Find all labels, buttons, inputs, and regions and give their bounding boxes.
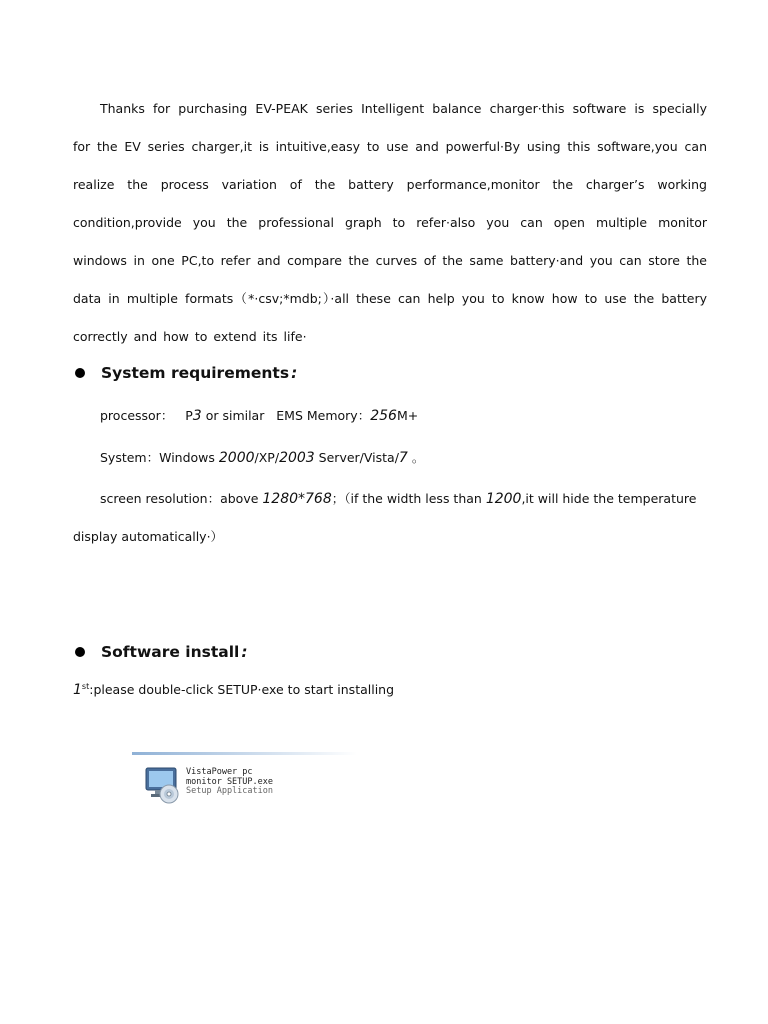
system-num-2: 2003 (279, 450, 315, 466)
setup-cd-monitor-icon[interactable] (143, 766, 185, 804)
step-text: :please double-click SETUP·exe to start installing (89, 682, 395, 698)
resolution-label: screen resolution：above (100, 491, 263, 506)
resolution-num-2: 1200 (485, 491, 522, 507)
step-sup: st (81, 682, 90, 691)
heading-colon: : (241, 643, 248, 661)
setup-file-name-2: monitor SETUP.exe (186, 776, 273, 787)
system-num-1: 2000 (218, 450, 255, 466)
processor-line (100, 406, 418, 424)
system-mid-2: Server/Vista/ (314, 450, 399, 465)
resolution-line (100, 489, 696, 507)
system-label: System：Windows (100, 450, 219, 465)
install-step-1 (73, 682, 394, 698)
software-install-heading (75, 643, 248, 661)
processor-prefix: P (185, 408, 193, 423)
setup-file-type: Setup Application (186, 786, 273, 796)
resolution-num: 1280*768 (262, 491, 332, 507)
explorer-highlight-bar (132, 752, 357, 755)
system-mid-1: /XP/ (254, 450, 280, 465)
bullet-icon (75, 647, 85, 657)
setup-file-name-1: VistaPower pc (186, 767, 253, 777)
system-requirements-heading (75, 364, 297, 382)
resolution-mid: ；（if the width less than (331, 491, 486, 506)
resolution-continued: display automatically·） (73, 529, 224, 544)
memory-num: 256 (370, 408, 397, 424)
memory-suffix: M+ (396, 408, 419, 423)
heading-text: Software install (101, 643, 240, 661)
setup-file-label[interactable] (186, 768, 273, 797)
resolution-end: ,it will hide the temperature (521, 491, 697, 506)
memory-label: EMS Memory： (276, 408, 371, 423)
system-line (100, 448, 424, 466)
system-num-3: 7 (398, 450, 408, 466)
processor-num: 3 (192, 408, 202, 424)
bullet-icon (75, 368, 85, 378)
step-num: 1 (73, 682, 82, 699)
heading-text: System requirements (101, 364, 290, 382)
processor-suffix: or similar (201, 408, 265, 423)
heading-colon: : (291, 364, 298, 382)
intro-paragraph (73, 90, 707, 356)
intro-text: Thanks for purchasing EV-PEAK series Intelligent balance charger·this software is specially for the EV series charger,it is intuitive,easy to use and powerful·By using this software,you can realize the process variation of the battery performance,monitor the charger’s working condition,provide you the professional graph to refer·also you can open multiple monitor windows in one PC,to refer and compare the curves of the same battery·and you can store the data in multiple formats（*·csv;*mdb;）·all these can help you to know how to use the battery correctly and how to extend its life· (73, 101, 707, 344)
processor-label: processor： (100, 408, 174, 423)
system-end: 。 (407, 450, 425, 465)
